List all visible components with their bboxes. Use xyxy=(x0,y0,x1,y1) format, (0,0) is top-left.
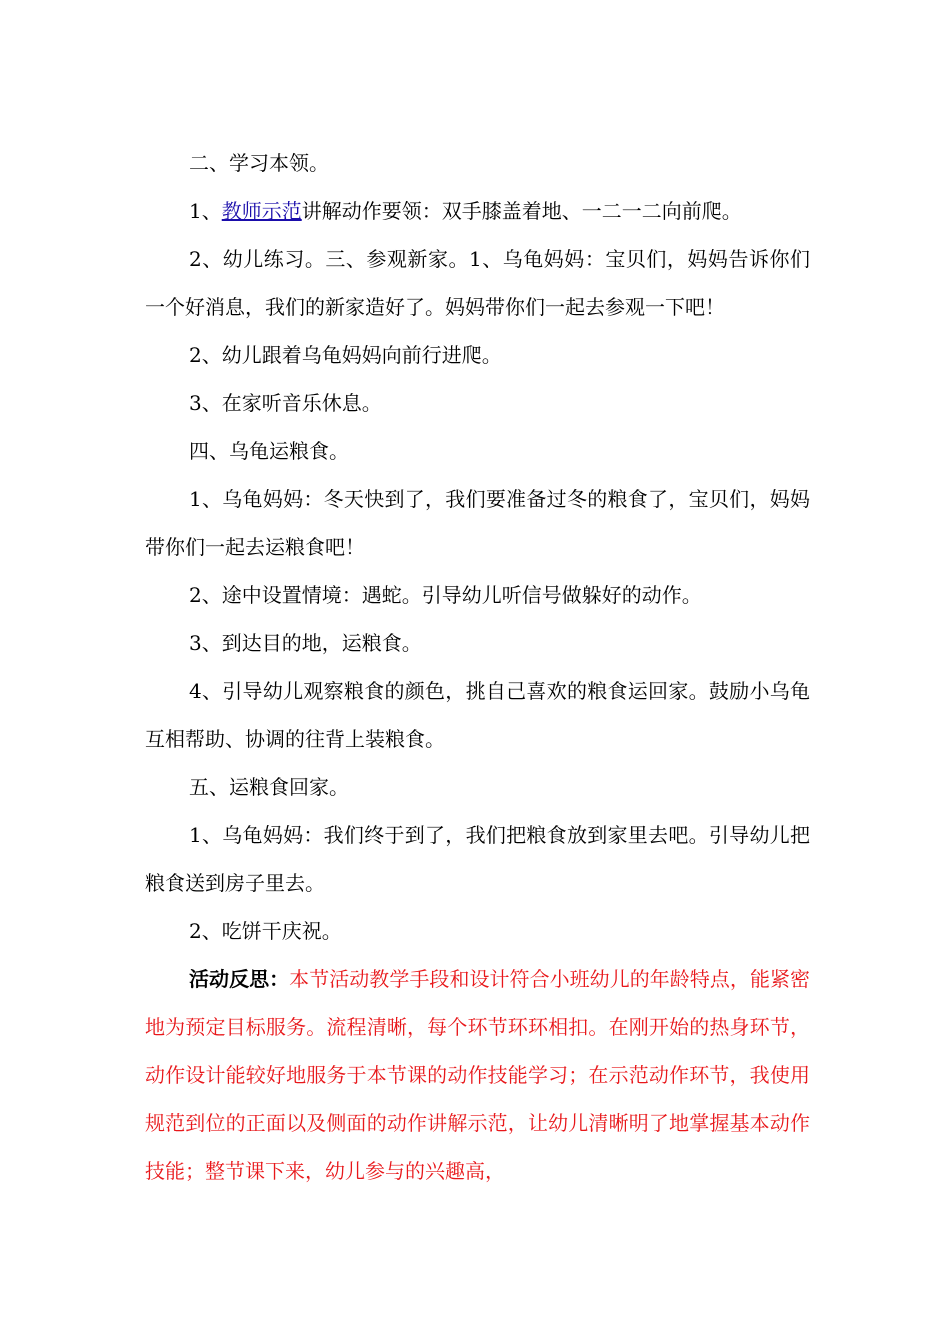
paragraph-rest: 3、在家听音乐休息。 xyxy=(189,391,382,415)
reflection-text: 本节活动教学手段和设计符合小班幼儿的年龄特点，能紧密地为预定目标服务。流程清晰，每个环节环环相扣。在刚开始的热身环节，动作设计能较好地服务于本节课的动作技能学习；在示范动作环节，我使用规范到位的正面以及侧面的动作讲解示范，让幼儿清晰明了地掌握基本动作技能；整节课下来，幼儿参与的兴趣高， xyxy=(145,967,811,1183)
section-heading-carry-food: 四、乌龟运粮食。 xyxy=(189,439,349,463)
paragraph-destination: 3、到达目的地，运粮食。 xyxy=(189,631,422,655)
paragraph-arrived: 1、乌龟妈妈：我们终于到了，我们把粮食放到家里去吧。引导幼儿把粮食送到房子里去。 xyxy=(145,823,810,895)
paragraph-celebrate: 2、吃饼干庆祝。 xyxy=(189,919,342,943)
paragraph-follow-mom: 2、幼儿跟着乌龟妈妈向前行进爬。 xyxy=(189,343,502,367)
paragraph-snake: 2、途中设置情境：遇蛇。引导幼儿听信号做躲好的动作。 xyxy=(189,583,702,607)
paragraph-text: 讲解动作要领：双手膝盖着地、一二一二向前爬。 xyxy=(301,199,742,223)
reflection-label: 活动反思： xyxy=(189,967,290,991)
list-number: 1、 xyxy=(189,199,222,223)
document-body xyxy=(145,139,810,1195)
section-heading-return-home: 五、运粮食回家。 xyxy=(189,775,349,799)
paragraph-winter: 1、乌龟妈妈：冬天快到了，我们要准备过冬的粮食了，宝贝们，妈妈带你们一起去运粮食吧！ xyxy=(145,487,810,559)
paragraph-teacher-demo xyxy=(145,187,810,235)
paragraph-reflection xyxy=(145,955,810,1195)
teacher-demo-link[interactable]: 教师示范 xyxy=(221,199,302,223)
section-heading-learn-skills: 二、学习本领。 xyxy=(189,151,329,175)
paragraph-observe-food: 4、引导幼儿观察粮食的颜色，挑自己喜欢的粮食运回家。鼓励小乌龟互相帮助、协调的往背上装粮食。 xyxy=(145,679,810,751)
paragraph-practice: 2、幼儿练习。三、参观新家。1、乌龟妈妈：宝贝们，妈妈告诉你们一个好消息，我们的新家造好了。妈妈带你们一起去参观一下吧！ xyxy=(145,247,810,319)
